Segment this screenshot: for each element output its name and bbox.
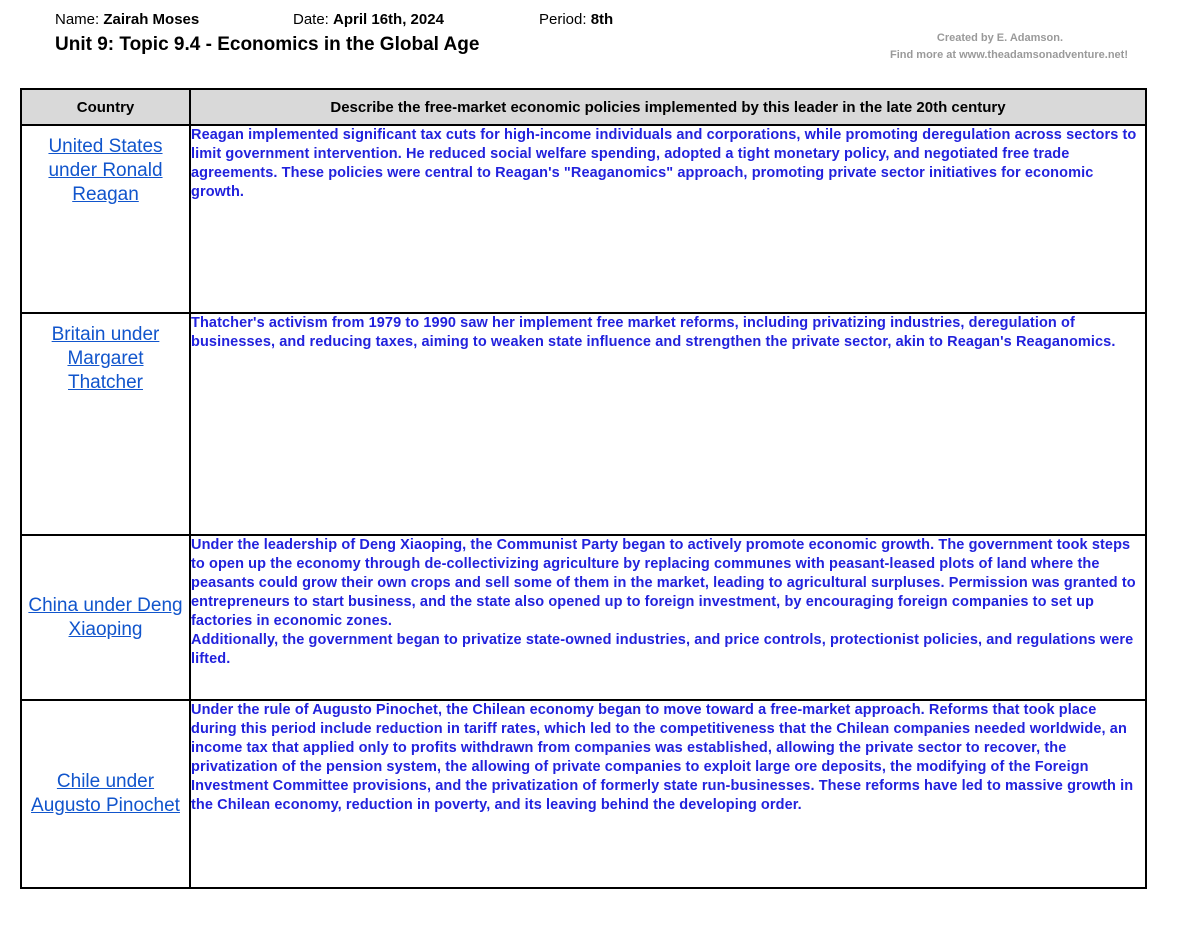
period-value[interactable]: 8th <box>590 11 614 28</box>
table-row <box>21 700 1146 888</box>
country-cell <box>21 313 190 535</box>
country-cell <box>21 700 190 888</box>
page-title: Unit 9: Topic 9.4 - Economics in the Global Age <box>55 34 480 55</box>
description-cell[interactable]: Under the leadership of Deng Xiaoping, the Communist Party began to actively promote economic growth. The government took steps to open up the economy through de-collectivizing agriculture by replacing communes with peasant-leased plots of land where the peasants could grow their own crops and sell some of them in the market, leading to agricultural surpluses. Permission was granted to entrepreneurs to start business, and the state also opened up to foreign investment, by encouraging foreign companies to set up factories in economic zones. Additionally, the government began to privatize state-owned industries, and price controls, protectionist policies, and regulations were lifted. <box>190 535 1146 700</box>
description-cell[interactable]: Thatcher's activism from 1979 to 1990 saw her implement free market reforms, including privatizing industries, deregulation of businesses, and reducing taxes, aiming to weaken state influence and strengthen the private sector, akin to Reagan's Reaganomics. <box>190 313 1146 535</box>
period-label: Period: <box>539 11 587 28</box>
credit-website: Find more at www.theadamsonadventure.net! <box>890 49 1128 61</box>
period-field <box>539 11 613 28</box>
country-cell <box>21 535 190 700</box>
date-label: Date: <box>293 11 329 28</box>
country-link-usa-reagan[interactable]: United States under Ronald Reagan <box>48 136 163 205</box>
table-row <box>21 313 1146 535</box>
date-value[interactable]: April 16th, 2024 <box>333 11 444 28</box>
column-header-country: Country <box>21 89 190 125</box>
country-link-britain-thatcher[interactable]: Britain under Margaret Thatcher <box>51 324 160 393</box>
column-header-description: Describe the free-market economic policies implemented by this leader in the late 20th century <box>190 89 1146 125</box>
description-cell[interactable]: Under the rule of Augusto Pinochet, the Chilean economy began to move toward a free-market approach. Reforms that took place during this period include reduction in tariff rates, which led to the competitiveness that the Chilean companies needed worldwide, an income tax that applied only to profits withdrawn from companies was established, allowing the private sector to recover, the privatization of the pension system, the allowing of private companies to exploit large ore deposits, the modifying of the Foreign Investment Committee provisions, and the privatization of formerly state run-businesses. These reforms have led to massive growth in the Chilean economy, reduction in poverty, and its leaving behind the developing order. <box>190 700 1146 888</box>
country-link-china-deng[interactable]: China under Deng Xiaoping <box>28 594 183 640</box>
name-value[interactable]: Zairah Moses <box>103 11 200 28</box>
policies-table <box>20 88 1147 889</box>
table-row <box>21 125 1146 313</box>
name-label: Name: <box>55 11 100 28</box>
credit-text: Created by E. Adamson. <box>936 32 1063 44</box>
country-cell <box>21 125 190 313</box>
country-link-chile-pinochet[interactable]: Chile under Augusto Pinochet <box>31 771 180 816</box>
name-field <box>55 11 199 28</box>
table-header-row <box>21 89 1146 125</box>
table-row <box>21 535 1146 700</box>
description-cell[interactable]: Reagan implemented significant tax cuts for high-income individuals and corporations, while promoting deregulation across sectors to limit government intervention. He reduced social welfare spending, adopted a tight monetary policy, and negotiated free trade agreements. These policies were central to Reagan's "Reaganomics" approach, promoting private sector initiatives for economic growth. <box>190 125 1146 313</box>
date-field <box>293 11 444 28</box>
